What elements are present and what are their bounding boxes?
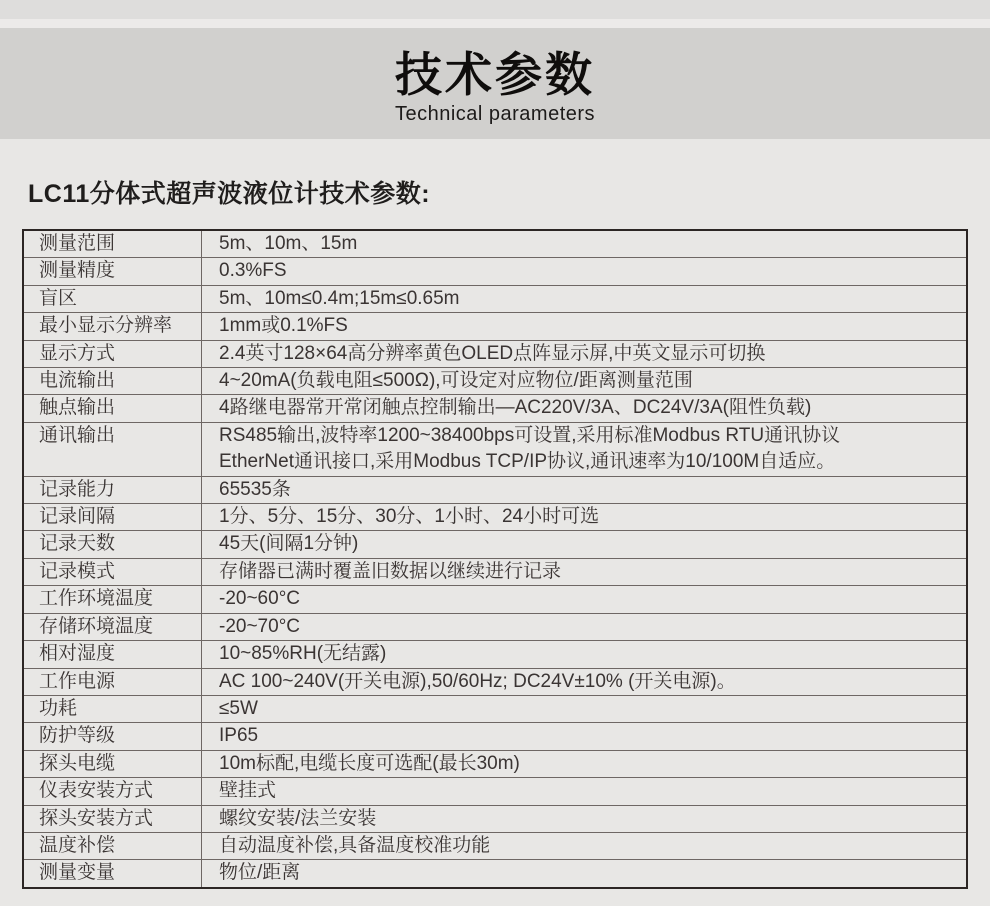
row-value <box>202 641 966 667</box>
table-row <box>24 585 966 612</box>
row-value-line: IP65 <box>219 725 259 747</box>
table-row <box>24 640 966 667</box>
row-label: 记录能力 <box>24 477 202 503</box>
table-row <box>24 503 966 530</box>
row-label: 工作环境温度 <box>24 586 202 612</box>
row-value <box>202 696 966 722</box>
table-row <box>24 613 966 640</box>
table-row <box>24 722 966 749</box>
row-value-line: 45天(间隔1分钟) <box>219 533 359 555</box>
row-value <box>202 231 966 257</box>
row-value <box>202 531 966 557</box>
row-label: 盲区 <box>24 286 202 312</box>
row-label: 电流输出 <box>24 368 202 394</box>
page-title: 技术参数 <box>395 48 595 101</box>
table-row <box>24 859 966 886</box>
table-row <box>24 558 966 585</box>
row-label: 触点输出 <box>24 395 202 421</box>
row-value <box>202 778 966 804</box>
row-value <box>202 477 966 503</box>
row-label: 记录间隔 <box>24 504 202 530</box>
section-title: LC11分体式超声波液位计技术参数: <box>28 180 431 208</box>
table-row <box>24 695 966 722</box>
row-value <box>202 586 966 612</box>
row-label: 仪表安装方式 <box>24 778 202 804</box>
row-value-line: 5m、10m≤0.4m;15m≤0.65m <box>219 287 460 309</box>
row-value <box>202 833 966 859</box>
row-label: 探头电缆 <box>24 751 202 777</box>
row-value-line: 4路继电器常开常闭触点控制输出—AC220V/3A、DC24V/3A(阻性负载) <box>219 397 812 419</box>
row-label: 测量变量 <box>24 860 202 886</box>
row-value <box>202 806 966 832</box>
table-row <box>24 530 966 557</box>
row-value-line: AC 100~240V(开关电源),50/60Hz; DC24V±10% (开关电源)。 <box>219 670 736 692</box>
row-value <box>202 368 966 394</box>
page-subtitle: Technical parameters <box>394 102 596 125</box>
table-row <box>24 668 966 695</box>
row-value <box>202 860 966 886</box>
row-value <box>202 286 966 312</box>
row-label: 显示方式 <box>24 341 202 367</box>
table-row <box>24 231 966 257</box>
table-row <box>24 257 966 284</box>
row-value <box>202 559 966 585</box>
row-label: 工作电源 <box>24 669 202 695</box>
row-value-line: -20~60°C <box>219 588 301 610</box>
row-value-line: 存储器已满时覆盖旧数据以继续进行记录 <box>219 560 562 582</box>
header-band <box>0 28 990 139</box>
table-row <box>24 340 966 367</box>
row-value-line: 65535条 <box>219 478 291 500</box>
table-row <box>24 750 966 777</box>
table-row <box>24 312 966 339</box>
row-value-line: 物位/距离 <box>219 862 301 884</box>
row-value-line: RS485输出,波特率1200~38400bps可设置,采用标准Modbus RTU通讯协议 <box>219 424 841 446</box>
row-value <box>202 313 966 339</box>
row-label: 防护等级 <box>24 723 202 749</box>
row-value-line: 10m标配,电缆长度可选配(最长30m) <box>219 752 520 774</box>
row-value-line: 螺纹安装/法兰安装 <box>219 807 377 829</box>
header-top-strip <box>0 0 990 19</box>
table-row <box>24 777 966 804</box>
table-row <box>24 394 966 421</box>
row-value-line: 4~20mA(负载电阻≤500Ω),可设定对应物位/距离测量范围 <box>219 370 693 392</box>
row-label: 相对湿度 <box>24 641 202 667</box>
row-value-line: 5m、10m、15m <box>219 233 358 254</box>
row-value-line: ≤5W <box>219 697 258 719</box>
row-value-line: EtherNet通讯接口,采用Modbus TCP/IP协议,通讯速率为10/100M自适应。 <box>219 451 836 473</box>
row-label: 探头安装方式 <box>24 806 202 832</box>
row-value-line: 1mm或0.1%FS <box>219 315 348 337</box>
row-label: 测量范围 <box>24 231 202 257</box>
row-label: 通讯输出 <box>24 423 202 476</box>
row-value-line: -20~70°C <box>219 615 301 637</box>
table-row <box>24 367 966 394</box>
row-value <box>202 669 966 695</box>
row-value-line: 10~85%RH(无结露) <box>219 643 387 665</box>
row-value-line: 0.3%FS <box>219 260 287 282</box>
row-label: 功耗 <box>24 696 202 722</box>
row-value <box>202 423 966 476</box>
row-label: 最小显示分辨率 <box>24 313 202 339</box>
row-value <box>202 504 966 530</box>
spec-table <box>22 229 968 889</box>
row-value <box>202 258 966 284</box>
row-label: 记录模式 <box>24 559 202 585</box>
row-label: 存储环境温度 <box>24 614 202 640</box>
row-label: 温度补偿 <box>24 833 202 859</box>
row-value <box>202 614 966 640</box>
header-light-strip <box>0 19 990 28</box>
table-row <box>24 476 966 503</box>
table-row <box>24 422 966 476</box>
row-value <box>202 395 966 421</box>
row-value-line: 2.4英寸128×64高分辨率黄色OLED点阵显示屏,中英文显示可切换 <box>219 342 766 364</box>
row-label: 记录天数 <box>24 531 202 557</box>
row-label: 测量精度 <box>24 258 202 284</box>
table-row <box>24 285 966 312</box>
row-value-line: 壁挂式 <box>219 780 277 802</box>
row-value <box>202 723 966 749</box>
row-value <box>202 341 966 367</box>
row-value-line: 自动温度补偿,具备温度校准功能 <box>219 834 491 856</box>
row-value <box>202 751 966 777</box>
table-row <box>24 805 966 832</box>
table-row <box>24 832 966 859</box>
row-value-line: 1分、5分、15分、30分、1小时、24小时可选 <box>219 506 600 528</box>
